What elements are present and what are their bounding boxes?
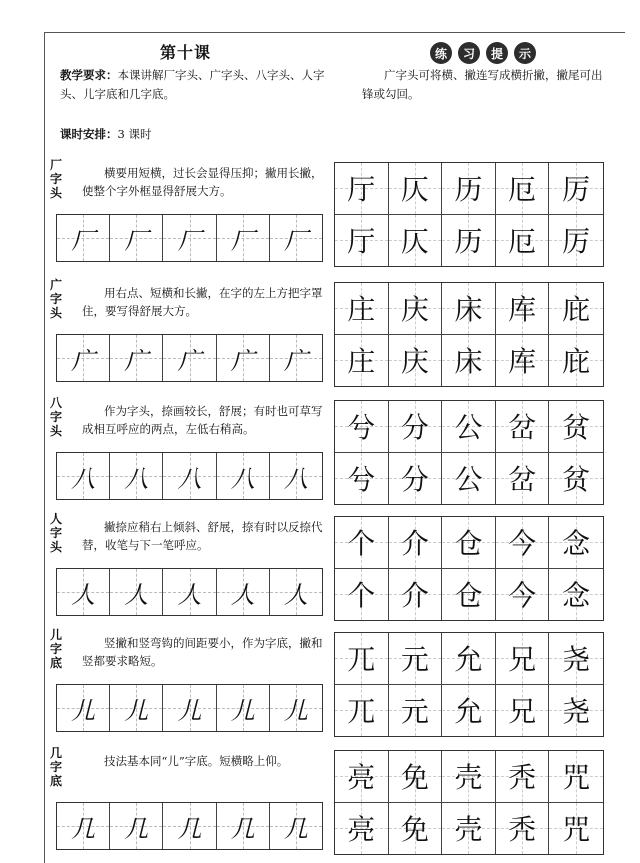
example-character: 今 — [508, 527, 537, 561]
example-cell — [549, 283, 603, 335]
example-character: 个 — [347, 579, 376, 613]
radical-description: 作为字头，捺画较长，舒展；有时也可草写成相互呼应的两点，左低右稍高。 — [82, 404, 323, 436]
example-cell — [335, 751, 389, 803]
example-character-grid — [334, 750, 604, 855]
example-character-grid — [334, 400, 604, 505]
example-character: 历 — [454, 173, 483, 207]
radical-stroke: 厂 — [124, 226, 149, 255]
stroke-practice-row — [56, 802, 323, 850]
example-character: 厉 — [562, 173, 591, 207]
practice-cell — [270, 569, 322, 615]
practice-cell — [163, 453, 216, 499]
radical-stroke: 厂 — [177, 226, 202, 255]
example-character: 兀 — [347, 643, 376, 677]
example-character: 兀 — [347, 695, 376, 729]
example-character: 库 — [508, 345, 537, 379]
practice-cell — [217, 335, 270, 381]
example-cell — [496, 633, 550, 685]
example-character: 介 — [400, 579, 429, 613]
example-cell — [389, 569, 443, 621]
example-cell — [389, 517, 443, 569]
example-cell — [496, 803, 550, 855]
radical-description: 用右点、短横和长撇，在字的左上方把字罩住，要写得舒展大方。 — [82, 286, 323, 318]
example-cell — [549, 335, 603, 387]
example-character: 厅 — [347, 225, 376, 259]
example-character: 公 — [454, 411, 483, 445]
example-character: 壳 — [454, 813, 483, 847]
radical-stroke: 八 — [124, 464, 149, 493]
stroke-practice-row — [56, 334, 323, 382]
practice-cell — [270, 685, 322, 731]
tip-badge: 提 — [486, 42, 508, 64]
practice-cell — [57, 569, 110, 615]
example-character: 分 — [400, 463, 429, 497]
example-cell — [496, 335, 550, 387]
example-cell — [549, 751, 603, 803]
example-cell — [442, 215, 496, 267]
practice-cell — [163, 335, 216, 381]
example-cell — [335, 163, 389, 215]
example-character: 庆 — [400, 345, 429, 379]
example-character-grid — [334, 632, 604, 737]
practice-cell — [270, 803, 322, 849]
example-cell — [442, 163, 496, 215]
example-character: 秃 — [508, 761, 537, 795]
schedule-text: 3 课时 — [117, 127, 152, 141]
practice-cell — [217, 569, 270, 615]
example-cell — [389, 751, 443, 803]
example-cell — [549, 803, 603, 855]
radical-description: 技法基本同“儿”字底。短横略上仰。 — [104, 754, 289, 768]
example-cell — [496, 569, 550, 621]
practice-cell — [110, 569, 163, 615]
practice-cell — [110, 215, 163, 261]
radical-stroke: 几 — [71, 814, 96, 843]
radical-stroke: 几 — [283, 814, 308, 843]
practice-cell — [163, 685, 216, 731]
practice-cell — [57, 685, 110, 731]
example-character: 贫 — [562, 411, 591, 445]
example-cell — [496, 215, 550, 267]
example-character: 仄 — [400, 225, 429, 259]
practice-cell — [57, 215, 110, 261]
example-character: 咒 — [562, 813, 591, 847]
radical-stroke: 八 — [177, 464, 202, 493]
example-character-grid — [334, 162, 604, 267]
example-character-grid — [334, 516, 604, 621]
practice-cell — [270, 335, 322, 381]
radical-stroke: 人 — [71, 580, 96, 609]
example-cell — [549, 517, 603, 569]
radical-stroke: 广 — [71, 346, 96, 375]
teaching-requirement — [60, 66, 330, 104]
radical-label: 八字头 — [50, 396, 63, 438]
radical-stroke: 广 — [124, 346, 149, 375]
example-character: 床 — [454, 293, 483, 327]
radical-description: 竖撇和竖弯钩的间距要小，作为字底，撇和竖都要求略短。 — [82, 636, 323, 668]
example-cell — [335, 685, 389, 737]
example-character: 念 — [562, 579, 591, 613]
practice-tips-text: 广字头可将横、撇连写成横折撇，撇尾可出锋或勾回。 — [362, 68, 603, 101]
practice-cell — [110, 803, 163, 849]
example-character: 贫 — [562, 463, 591, 497]
example-cell — [549, 401, 603, 453]
stroke-practice-row — [56, 568, 323, 616]
example-character: 岔 — [508, 411, 537, 445]
radical-label: 人字头 — [50, 512, 63, 554]
example-character: 今 — [508, 579, 537, 613]
example-character: 庄 — [347, 293, 376, 327]
example-cell — [389, 335, 443, 387]
radical-stroke: 人 — [177, 580, 202, 609]
practice-cell — [110, 453, 163, 499]
radical-stroke: 几 — [124, 814, 149, 843]
example-cell — [549, 163, 603, 215]
example-character: 免 — [400, 761, 429, 795]
example-character: 仓 — [454, 527, 483, 561]
radical-description: 横要用短横，过长会显得压抑；撇用长撇，使整个字外框显得舒展大方。 — [82, 166, 323, 198]
practice-cell — [217, 453, 270, 499]
example-character: 兄 — [508, 695, 537, 729]
example-character: 厄 — [508, 225, 537, 259]
example-character: 床 — [454, 345, 483, 379]
example-cell — [549, 453, 603, 505]
example-cell — [496, 283, 550, 335]
example-cell — [335, 283, 389, 335]
example-cell — [389, 163, 443, 215]
example-character: 岔 — [508, 463, 537, 497]
example-cell — [496, 751, 550, 803]
lesson-title: 第十课 — [160, 43, 212, 62]
example-character: 厅 — [347, 173, 376, 207]
example-character: 咒 — [562, 761, 591, 795]
example-cell — [389, 803, 443, 855]
example-cell — [496, 401, 550, 453]
practice-tips-heading — [430, 42, 536, 64]
example-cell — [335, 517, 389, 569]
example-cell — [442, 751, 496, 803]
radical-stroke: 八 — [71, 464, 96, 493]
requirement-label: 教学要求： — [60, 68, 118, 82]
tip-badge: 练 — [430, 42, 452, 64]
radical-stroke: 广 — [230, 346, 255, 375]
example-character: 庇 — [562, 293, 591, 327]
example-character: 亮 — [347, 761, 376, 795]
radical-stroke: 广 — [283, 346, 308, 375]
example-character: 庆 — [400, 293, 429, 327]
practice-cell — [217, 803, 270, 849]
example-cell — [442, 401, 496, 453]
practice-cell — [110, 685, 163, 731]
example-character: 亮 — [347, 813, 376, 847]
radical-stroke: 厂 — [283, 226, 308, 255]
practice-cell — [163, 215, 216, 261]
tip-badge: 习 — [458, 42, 480, 64]
example-cell — [335, 633, 389, 685]
example-character: 库 — [508, 293, 537, 327]
example-cell — [442, 517, 496, 569]
practice-cell — [57, 335, 110, 381]
example-character: 公 — [454, 463, 483, 497]
example-cell — [335, 803, 389, 855]
practice-cell — [270, 215, 322, 261]
example-character: 介 — [400, 527, 429, 561]
example-cell — [442, 335, 496, 387]
radical-stroke: 厂 — [71, 226, 96, 255]
example-character-grid — [334, 282, 604, 387]
example-cell — [549, 569, 603, 621]
example-cell — [442, 453, 496, 505]
radical-stroke: 儿 — [177, 696, 202, 725]
radical-stroke: 八 — [283, 464, 308, 493]
radical-description: 撇捺应稍右上倾斜、舒展，捺有时以反捺代替，收笔与下一笔呼应。 — [82, 520, 323, 552]
example-character: 秃 — [508, 813, 537, 847]
example-cell — [389, 283, 443, 335]
example-character: 庇 — [562, 345, 591, 379]
radical-label: 广字头 — [50, 278, 63, 320]
radical-stroke: 几 — [230, 814, 255, 843]
example-character: 尧 — [562, 695, 591, 729]
example-character: 个 — [347, 527, 376, 561]
example-cell — [335, 401, 389, 453]
example-character: 元 — [400, 695, 429, 729]
example-cell — [442, 633, 496, 685]
example-cell — [549, 633, 603, 685]
example-character: 允 — [454, 695, 483, 729]
practice-cell — [217, 215, 270, 261]
practice-cell — [57, 803, 110, 849]
example-character: 兮 — [347, 463, 376, 497]
practice-cell — [217, 685, 270, 731]
practice-cell — [270, 453, 322, 499]
example-cell — [389, 401, 443, 453]
example-cell — [335, 453, 389, 505]
example-cell — [549, 215, 603, 267]
example-cell — [335, 569, 389, 621]
example-character: 念 — [562, 527, 591, 561]
radical-label: 儿字底 — [50, 628, 63, 670]
radical-label: 几字底 — [50, 746, 63, 788]
radical-stroke: 八 — [230, 464, 255, 493]
radical-stroke: 广 — [177, 346, 202, 375]
example-character: 允 — [454, 643, 483, 677]
class-schedule — [60, 126, 151, 142]
example-character: 壳 — [454, 761, 483, 795]
radical-stroke: 人 — [230, 580, 255, 609]
practice-cell — [57, 453, 110, 499]
radical-stroke: 儿 — [283, 696, 308, 725]
radical-stroke: 儿 — [71, 696, 96, 725]
stroke-practice-row — [56, 214, 323, 262]
example-character: 免 — [400, 813, 429, 847]
example-cell — [496, 453, 550, 505]
example-cell — [335, 215, 389, 267]
example-cell — [549, 685, 603, 737]
example-character: 历 — [454, 225, 483, 259]
tip-badge: 示 — [514, 42, 536, 64]
example-cell — [442, 685, 496, 737]
practice-cell — [110, 335, 163, 381]
radical-stroke: 儿 — [230, 696, 255, 725]
example-cell — [496, 685, 550, 737]
radical-stroke: 几 — [177, 814, 202, 843]
example-character: 厉 — [562, 225, 591, 259]
example-character: 分 — [400, 411, 429, 445]
example-cell — [442, 283, 496, 335]
practice-cell — [163, 803, 216, 849]
example-cell — [496, 517, 550, 569]
example-character: 厄 — [508, 173, 537, 207]
example-character: 兄 — [508, 643, 537, 677]
schedule-label: 课时安排： — [60, 127, 118, 141]
example-cell — [442, 803, 496, 855]
example-cell — [496, 163, 550, 215]
example-cell — [389, 215, 443, 267]
requirement-text: 本课讲解厂字头、广字头、八字头、人字头、儿字底和几字底。 — [60, 68, 325, 101]
stroke-practice-row — [56, 684, 323, 732]
example-character: 尧 — [562, 643, 591, 677]
example-cell — [442, 569, 496, 621]
radical-label: 厂字头 — [50, 158, 63, 200]
example-character: 兮 — [347, 411, 376, 445]
radical-stroke: 儿 — [124, 696, 149, 725]
radical-stroke: 人 — [124, 580, 149, 609]
example-cell — [335, 335, 389, 387]
radical-stroke: 人 — [283, 580, 308, 609]
example-cell — [389, 685, 443, 737]
example-character: 仄 — [400, 173, 429, 207]
example-character: 仓 — [454, 579, 483, 613]
radical-stroke: 厂 — [230, 226, 255, 255]
example-character: 元 — [400, 643, 429, 677]
practice-cell — [163, 569, 216, 615]
example-character: 庄 — [347, 345, 376, 379]
example-cell — [389, 453, 443, 505]
stroke-practice-row — [56, 452, 323, 500]
example-cell — [389, 633, 443, 685]
